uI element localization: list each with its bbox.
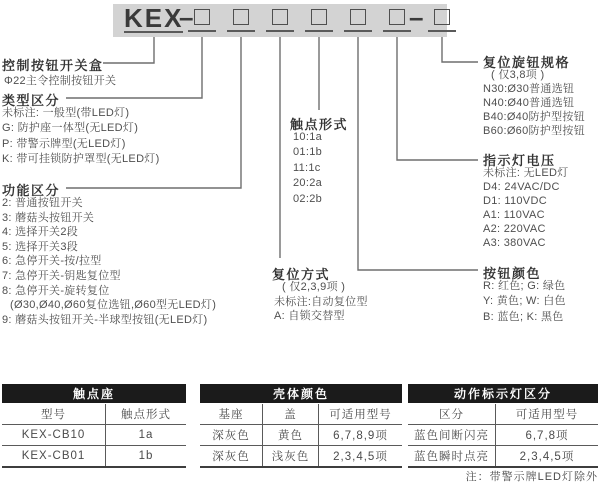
section-item: 10:1a	[293, 131, 323, 143]
section-item: P: 带警示牌型(无LED灯)	[2, 137, 126, 150]
table-cell: 2,3,4,5项	[318, 446, 402, 466]
section-type-title: 类型区分	[2, 93, 61, 108]
table-cell: KEX-CB01	[21, 450, 86, 462]
section-product-title: 控制按钮开关盒	[2, 58, 104, 73]
section-item: B40:Ø40防护型按钮	[483, 111, 586, 123]
section-contact	[290, 114, 349, 205]
section-reset	[272, 264, 368, 323]
section-knob-title: 复位旋钮规格	[483, 55, 571, 70]
table-title: 动作标示灯区分	[408, 384, 598, 403]
section-item: 7: 急停开关-钥匙复位型	[2, 269, 121, 282]
section-item: D4: 24VAC/DC	[483, 181, 560, 193]
section-item: 9: 蘑菇头按钮开关-半球型按钮(无LED灯)	[2, 313, 208, 326]
model-prefix: KEX	[124, 3, 184, 33]
digit-box-icon	[389, 9, 405, 25]
section-item: 8: 急停开关-旋转复位	[2, 284, 110, 297]
section-item: 20:2a	[293, 177, 323, 190]
section-type	[2, 90, 160, 166]
table-cell: 浅灰色	[262, 446, 318, 466]
section-type-items	[2, 106, 160, 168]
section-item: B: 蓝色; K: 黑色	[483, 310, 564, 323]
section-contact-items	[293, 130, 322, 207]
model-dash-2: –	[409, 2, 424, 32]
section-color-items	[483, 279, 566, 325]
section-item: N40:Ø40普通选钮	[483, 97, 575, 109]
digit-box-icon	[350, 9, 366, 25]
digit-box-icon	[434, 9, 450, 25]
model-dash-1: –	[179, 2, 194, 32]
section-item: B60:Ø60防护型按钮	[483, 125, 586, 137]
section-color-title: 按钮颜色	[483, 266, 542, 281]
section-item: 6: 急停开关-按/拉型	[2, 255, 102, 268]
table-cell: 1b	[105, 446, 186, 466]
model-digit-box-1	[188, 9, 216, 32]
section-item: D1: 110VDC	[483, 195, 547, 207]
section-voltage-items	[483, 166, 569, 250]
model-number-bar	[113, 4, 447, 37]
digit-box-icon	[194, 9, 210, 25]
model-digit-box-2	[227, 9, 255, 32]
section-reset-items	[274, 280, 368, 324]
section-item: 4: 选择开关2段	[2, 226, 79, 239]
model-digit-box-7	[428, 9, 456, 32]
model-digit-box-3	[266, 9, 294, 32]
connector-voltage	[397, 31, 478, 160]
section-contact-title: 触点形式	[290, 117, 349, 132]
table-row	[2, 425, 186, 446]
table-header-cell: 区分	[439, 409, 464, 421]
table-header-row	[200, 404, 402, 425]
table-title: 壳体颜色	[200, 384, 402, 403]
table-row	[200, 446, 402, 468]
section-item: K: 带可挂锁防护罩型(无LED灯)	[2, 153, 160, 166]
section-item: A: 自锁交替型	[274, 310, 345, 323]
section-voltage	[483, 150, 569, 249]
section-product-subtitle: Φ22主令控制按钮开关	[4, 75, 117, 87]
section-reset-title: 复位方式	[272, 267, 331, 282]
section-item: 未标注: 无LED灯	[483, 167, 569, 179]
section-item: G: 防护座一体型(无LED灯)	[2, 122, 139, 135]
table-cell: KEX-CB10	[21, 429, 86, 441]
table-row	[408, 425, 598, 446]
table-header-row	[408, 404, 598, 425]
table-row	[200, 425, 402, 446]
section-voltage-title: 指示灯电压	[483, 153, 556, 168]
section-item: 01:1b	[293, 146, 323, 159]
section-item: R: 红色; G: 绿色	[483, 280, 566, 292]
table-header-cell: 可适用型号	[495, 404, 598, 424]
section-item: A2: 220VAC	[483, 223, 546, 235]
section-function	[2, 180, 217, 326]
section-item: Y: 黄色; W: 白色	[483, 295, 566, 308]
table-cell: 深灰色	[212, 430, 250, 442]
section-knob-items	[483, 68, 585, 138]
table-action-light	[408, 384, 598, 468]
table-row	[408, 446, 598, 468]
model-digit-box-5	[344, 9, 372, 32]
section-item: 02:2b	[293, 192, 323, 205]
table-shell-color	[200, 384, 402, 468]
section-item: A1: 110VAC	[483, 209, 545, 221]
table-header-cell: 可适用型号	[318, 404, 402, 424]
table-cell: 6,7,8,9项	[318, 425, 402, 445]
digit-box-icon	[311, 9, 327, 25]
section-color	[483, 263, 566, 323]
table-contact-base	[2, 384, 186, 468]
table-cell: 黄色	[262, 425, 318, 445]
section-item: 11:1c	[293, 161, 321, 174]
table-cell: 蓝色间断闪亮	[414, 430, 489, 442]
table-header-cell: 型号	[41, 409, 66, 421]
section-item: 5: 选择开关3段	[2, 240, 79, 253]
section-item: A3: 380VAC	[483, 237, 546, 249]
section-item: 未标注: 一般型(带LED灯)	[2, 107, 130, 119]
table-header-row	[2, 404, 186, 425]
model-digit-box-6	[383, 9, 411, 32]
model-digit-box-4	[305, 9, 333, 32]
digit-box-icon	[233, 9, 249, 25]
footnote: 注：带警示牌LED灯除外	[465, 471, 598, 483]
table-header-cell: 基座	[218, 409, 244, 421]
table-cell: 1a	[105, 425, 186, 445]
section-knob	[483, 52, 586, 137]
section-item: (Ø30,Ø40,Ø60复位选钮,Ø60型无LED灯)	[10, 299, 217, 312]
table-cell: 2,3,4,5项	[495, 446, 598, 466]
table-header-cell: 触点形式	[105, 404, 186, 424]
table-row	[2, 446, 186, 468]
section-item: N30:Ø30普通选钮	[483, 83, 575, 95]
table-cell: 6,7,8项	[495, 425, 598, 445]
digit-box-icon	[272, 9, 288, 25]
section-item: 3: 蘑菇头按钮开关	[2, 211, 95, 224]
table-cell: 深灰色	[212, 451, 250, 463]
section-item: ( 仅3,8项 )	[491, 69, 545, 81]
section-product	[2, 55, 117, 87]
section-function-title: 功能区分	[2, 183, 61, 198]
table-header-cell: 盖	[262, 404, 318, 424]
table-cell: 蓝色瞬时点亮	[414, 451, 489, 463]
table-title: 触点座	[2, 384, 186, 403]
section-function-items	[2, 196, 216, 327]
section-item: 2: 普通按钮开关	[2, 197, 83, 209]
section-item: 未标注:自动复位型	[274, 295, 368, 308]
section-item: ( 仅2,3,9项 )	[282, 281, 346, 293]
connector-color	[358, 31, 478, 270]
connector-knob	[442, 31, 478, 62]
